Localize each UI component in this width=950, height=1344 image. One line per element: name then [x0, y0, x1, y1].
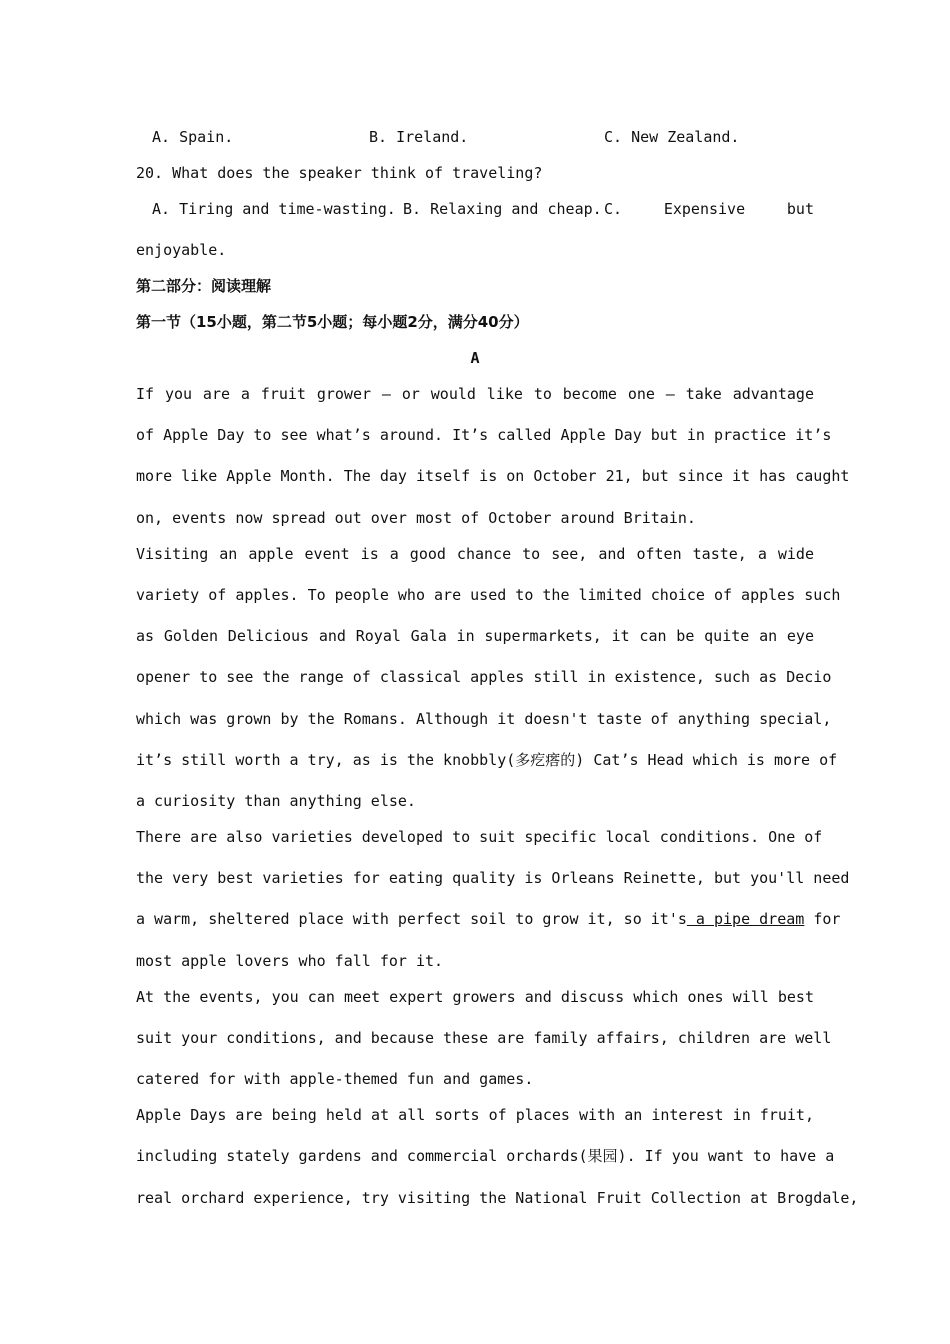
q19-option-b: B. Ireland. [369, 128, 469, 146]
q20-option-a: A. Tiring and time-wasting. [152, 200, 396, 218]
passage-line-with-underline [136, 909, 841, 929]
passage-line: most apple lovers who fall for it. [136, 952, 444, 970]
passage-line: At the events, you can meet expert growers and discuss which ones will best [136, 988, 814, 1006]
passage-line: including stately gardens and commercial orchards(果园). If you want to have a [136, 1147, 835, 1165]
part2-heading: 第二部分：阅读理解 [136, 277, 272, 295]
passage-line: real orchard experience, try visiting the National Fruit Collection at Brogdale, [136, 1189, 859, 1207]
q20-option-b: B. Relaxing and cheap. [403, 200, 602, 218]
q19-option-a: A. Spain. [152, 128, 234, 146]
passage-line-start: a warm, sheltered place with perfect soil to grow it, so it's [136, 910, 687, 928]
passage-line: catered for with apple-themed fun and games. [136, 1070, 534, 1088]
passage-line: more like Apple Month. The day itself is on October 21, but since it has caught [136, 467, 850, 485]
passage-line: as Golden Delicious and Royal Gala in supermarkets, it can be quite an eye [136, 627, 814, 645]
passage-line: opener to see the range of classical apples still in existence, such as Decio [136, 668, 832, 686]
q20-option-c: C. Expensive but [604, 200, 814, 218]
passage-line-end: for [804, 910, 841, 928]
passage-line: If you are a fruit grower — or would like to become one — take advantage [136, 385, 814, 403]
passage-line: variety of apples. To people who are used to the limited choice of apples such [136, 586, 841, 604]
passage-line: Visiting an apple event is a good chance to see, and often taste, a wide [136, 545, 814, 563]
passage-line: which was grown by the Romans. Although it doesn't taste of anything special, [136, 710, 832, 728]
underlined-phrase: a pipe dream [686, 910, 805, 928]
passage-line: on, events now spread out over most of October around Britain. [136, 509, 696, 527]
passage-line: There are also varieties developed to suit specific local conditions. One of [136, 828, 823, 846]
passage-line: a curiosity than anything else. [136, 792, 416, 810]
q20-question: 20. What does the speaker think of traveling? [136, 164, 543, 182]
passage-label: A [470, 349, 480, 367]
passage-line: of Apple Day to see what’s around. It’s called Apple Day but in practice it’s [136, 426, 832, 444]
passage-line: the very best varieties for eating quality is Orleans Reinette, but you'll need [136, 869, 850, 887]
passage-line: suit your conditions, and because these are family affairs, children are well [136, 1029, 832, 1047]
section-heading: 第一节（15小题，第二节5小题；每小题2分，满分40分） [136, 313, 529, 331]
q20-option-c-cont: enjoyable. [136, 241, 227, 259]
q19-option-c: C. New Zealand. [604, 128, 740, 146]
passage-line: it’s still worth a try, as is the knobbly(多疙瘩的) Cat’s Head which is more of [136, 751, 838, 769]
passage-line: Apple Days are being held at all sorts of places with an interest in fruit, [136, 1106, 814, 1124]
